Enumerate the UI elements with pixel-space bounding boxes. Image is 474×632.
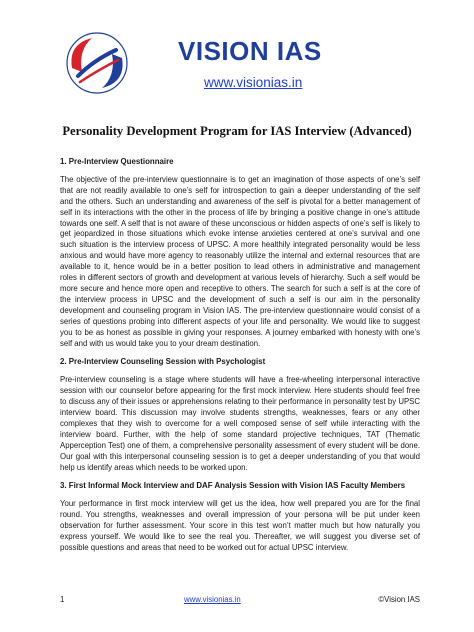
section-paragraph: The objective of the pre-interview questionnaire is to get an imagination of those aspects of one’s self that are not readily available to one’s self for introspection to gain a deeper understanding of the self and the others. Such an understanding and awareness of the self is pivotal for a better management of self in its interactions with the other in the process of life by bringing a positive change in one’s attitude towards one self. A self that is not aware of these unconscious or hidden aspects of one’s self is likely to get jeopardized in those situations which evoke intense anxieties centered at one’s survival and one such situation is the interview process of UPSC. A more healthily integrated personality would be less anxious and would have more agency to reasonably utilize the internal and external resources that are available to it, hence would be in a better position to lead others in administrative and management roles in different sectors of growth and development at various levels of hierarchy. Such a self would be more secure and hence more open and receptive to others. The search for such a self is at the core of the interview process in UPSC and the development of such a self is our aim in the personality development and counseling program in Vision IAS. The pre-interview questionnaire would consist of a series of questions probing into different aspects of your life and personality. We would like to suggest you to be as honest as possible in giving your responses. A journey embarked with honesty with one’s self and with us would take you to your dream destination. <box>60 174 420 348</box>
document-title: Personality Development Program for IAS Interview (Advanced) <box>62 124 412 138</box>
section-heading: 2. Pre-Interview Counseling Session with Psychologist <box>60 357 266 367</box>
section-paragraph: Pre-interview counseling is a stage where students will have a free-wheeling interpersonal interactive session with our counselor before appearing for the first mock interview. Here students should feel free to discuss any of their issues or apprehensions relating to their performance in personality test by UPSC interview board. This discussion may involve students strengths, weaknesses, fears or any other complexes that they wish to overcome for a well composed sense of self while interacting with the interview board. Further, with the help of some standard projective techniques, TAT (Thematic Apperception Test) one of them, a comprehensive personality assessment of every student will be done. Our goal with this interpersonal counseling session is to get a deeper understanding of you that would help us identify areas which needs to be worked upon. <box>60 375 420 472</box>
page-header <box>0 0 474 110</box>
brand-name: VISION IAS <box>178 36 322 66</box>
page-number: 1 <box>60 595 65 604</box>
copyright-text: ©Vision IAS <box>378 595 420 604</box>
footer-website-link[interactable]: www.visionias.in <box>184 595 241 604</box>
section-heading: 3. First Informal Mock Interview and DAF Analysis Session with Vision IAS Faculty Members <box>60 481 406 491</box>
section-paragraph: Your performance in first mock interview will get us the idea, how well prepared you are for the final round. You strengths, weaknesses and overall impression of your persona will be put under keen observation for further assessment. Your score in this test won’t matter much but how naturally you express yourself. We would like to see the real you. Thereafter, we will suggest you diverse set of possible questions and areas that need to be worked out for actual UPSC interview. <box>60 499 420 552</box>
section-heading: 1. Pre-Interview Questionnaire <box>60 157 174 166</box>
document-body <box>60 157 420 562</box>
website-link[interactable]: www.visionias.in <box>204 75 303 90</box>
vision-ias-logo-icon <box>64 30 130 96</box>
